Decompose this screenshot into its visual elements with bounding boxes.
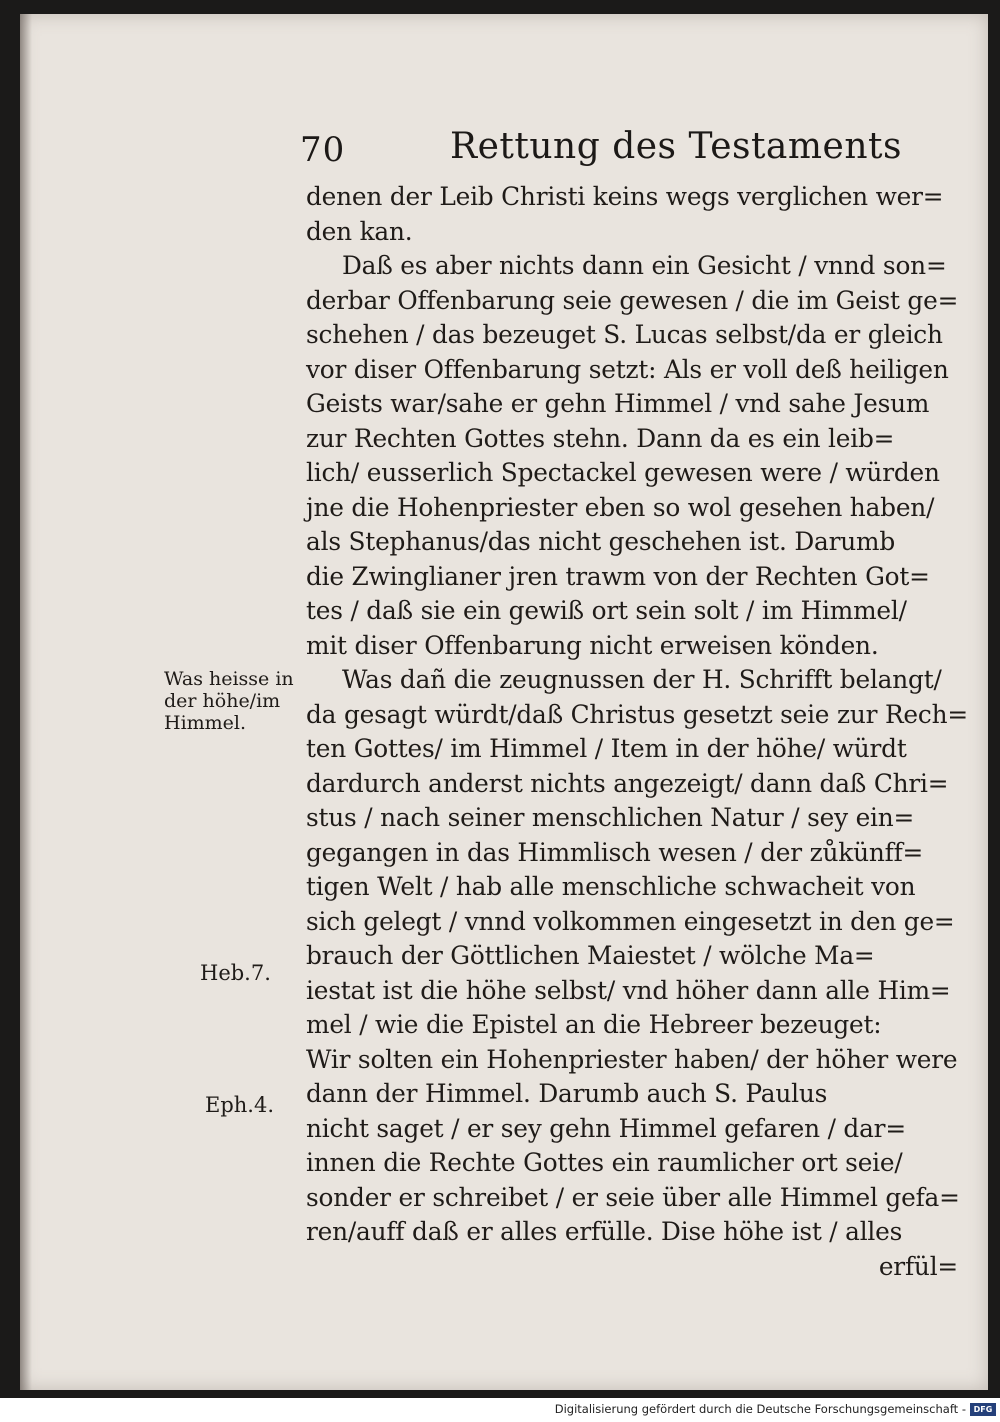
text-line: gegangen in das Himmlisch wesen / der zůkünff= (306, 837, 924, 867)
text-line: lich/ eusserlich Spectackel gewesen were / würden (306, 458, 940, 487)
text-line: nicht saget / er sey gehn Himmel gefaren / dar= (306, 1113, 906, 1143)
text-line: tes / daß sie ein gewiß ort sein solt / im Himmel/ (306, 596, 907, 625)
footer-bar (0, 1398, 1000, 1422)
body-text (306, 180, 966, 1284)
funding-notice: Digitalisierung gefördert durch die Deutsche Forschungsgemeinschaft - (554, 1402, 966, 1416)
text-line: sich gelegt / vnnd volkommen eingesetzt in den ge= (306, 906, 955, 936)
text-line: tigen Welt / hab alle menschliche schwacheit von (306, 872, 916, 901)
marginal-note-line: Himmel. (164, 712, 247, 734)
text-line: Wir solten ein Hohenpriester haben/ der höher were (306, 1044, 958, 1074)
page-number: 70 (300, 130, 346, 170)
text-line: zur Rechten Gottes stehn. Dann da es ein leib= (306, 423, 895, 453)
text-line: vor diser Offenbarung setzt: Als er voll deß heiligen (306, 354, 949, 384)
text-line: jne die Hohenpriester eben so wol gesehen haben/ (306, 492, 935, 522)
text-line: mel / wie die Epistel an die Hebreer bezeuget: (306, 1010, 882, 1039)
text-line: schehen / das bezeuget S. Lucas selbst/da er gleich (306, 320, 943, 349)
text-line: da gesagt würdt/daß Christus gesetzt seie zur Rech= (306, 699, 968, 729)
text-line: mit diser Offenbarung nicht erweisen könden. (306, 630, 879, 660)
text-line: stus / nach seiner menschlichen Natur / sey ein= (306, 803, 915, 832)
text-line: brauch der Göttlichen Maiestet / wölche Ma= (306, 941, 875, 970)
text-line: Was dañ die zeugnussen der H. Schrifft belangt/ (342, 665, 942, 694)
text-line: derbar Offenbarung seie gewesen / die im Geist ge= (306, 285, 959, 315)
marginal-note-line: Was heisse in (164, 668, 294, 690)
text-line: innen die Rechte Gottes ein raumlicher ort seie/ (306, 1148, 903, 1177)
text-line: iestat ist die höhe selbst/ vnd höher dann alle Him= (306, 975, 951, 1005)
text-line: als Stephanus/das nicht geschehen ist. Darumb (306, 527, 896, 556)
dfg-logo-icon: DFG (970, 1403, 996, 1416)
running-title: Rettung des Testaments (450, 126, 902, 167)
text-line: den kan. (306, 216, 413, 246)
marginal-reference: Heb.7. (200, 961, 271, 985)
text-line: Daß es aber nichts dann ein Gesicht / vnnd son= (342, 251, 947, 280)
text-line: dann der Himmel. Darumb auch S. Paulus (306, 1079, 828, 1108)
text-line: denen der Leib Christi keins wegs verglichen wer= (306, 182, 944, 211)
catchword: erfül= (878, 1251, 958, 1281)
marginal-note-line: der höhe/im (164, 690, 281, 712)
running-head (300, 124, 902, 172)
text-line: ren/auff daß er alles erfülle. Dise höhe ist / alles (306, 1217, 903, 1246)
text-line: sonder er schreibet / er seie über alle Himmel gefa= (306, 1182, 960, 1212)
text-line: ten Gottes/ im Himmel / Item in der höhe/ würdt (306, 734, 907, 763)
gutter-shadow (20, 14, 32, 1390)
text-line: Geists war/sahe er gehn Himmel / vnd sahe Jesum (306, 389, 930, 418)
marginal-reference: Eph.4. (205, 1093, 275, 1117)
text-line: die Zwinglianer jren trawm von der Rechten Got= (306, 561, 930, 591)
marginal-note (164, 668, 294, 734)
text-line: dardurch anderst nichts angezeigt/ dann daß Chri= (306, 768, 949, 798)
